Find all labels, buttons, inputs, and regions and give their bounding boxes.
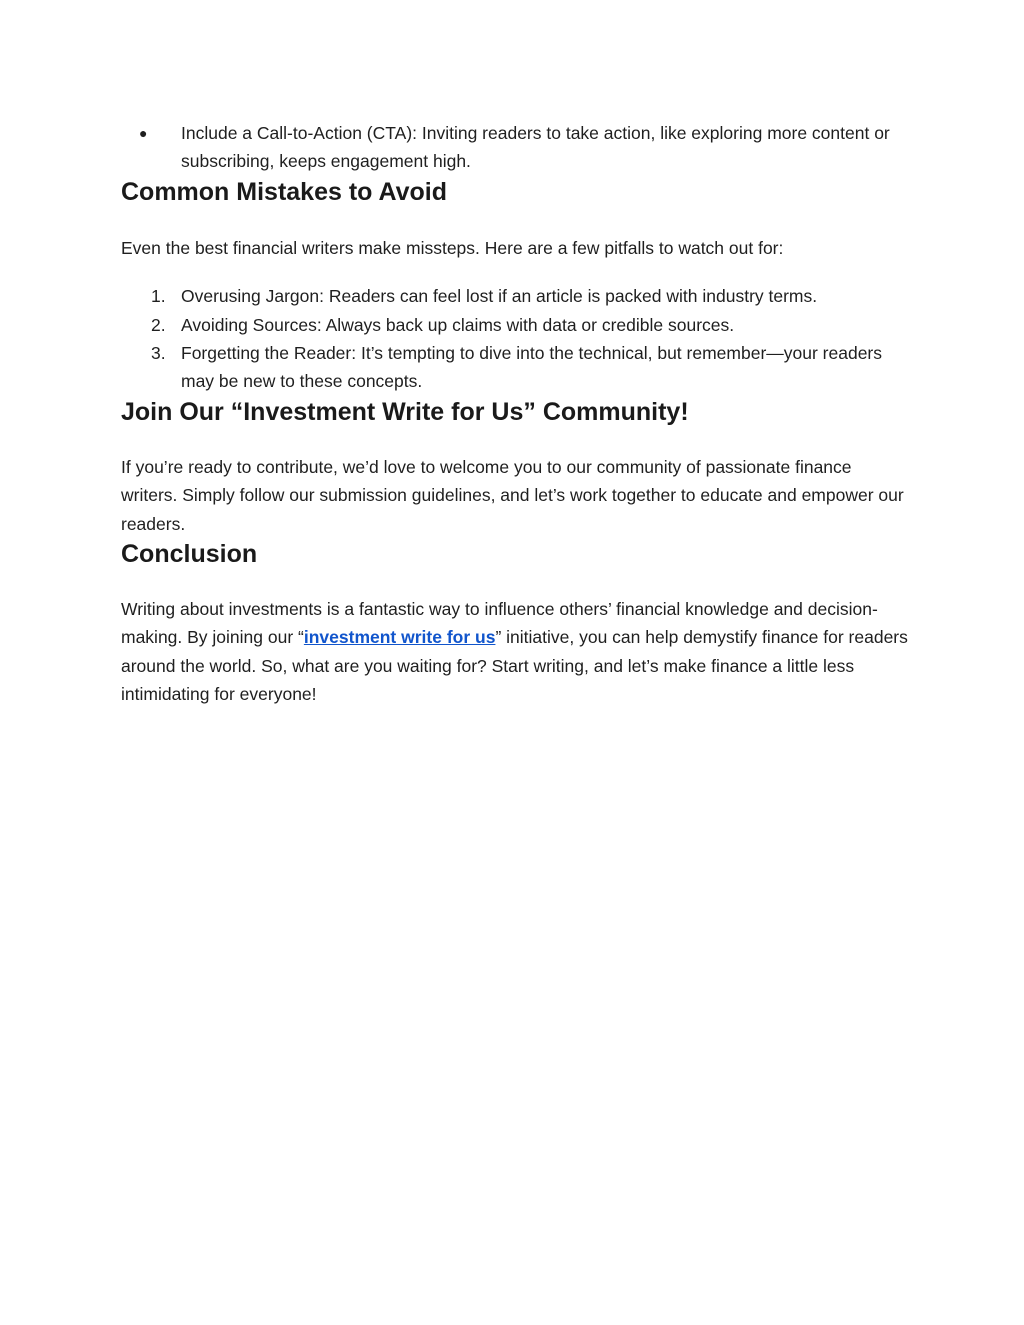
list-item (121, 311, 909, 339)
bullet-marker: ● (139, 125, 148, 141)
list-item-text: Overusing Jargon: Readers can feel lost if an article is packed with industry terms. (181, 286, 818, 307)
list-number: 3. (151, 343, 166, 364)
list-number: 2. (151, 314, 166, 335)
conclusion-text-after-link: ” initiative, you can help demystify finance for readers around the world. So, what are you waiting for? Start writing, and let’s make finance a little less intimidating for everyone! (121, 627, 908, 705)
list-item (121, 339, 909, 396)
mistakes-list (121, 282, 909, 396)
conclusion-body (121, 595, 909, 709)
list-number: 1. (151, 286, 166, 307)
bullet-text: Include a Call-to-Action (CTA): Inviting readers to take action, like exploring more content or subscribing, keeps engagement high. (181, 123, 890, 172)
bullet-list (121, 119, 909, 176)
common-mistakes-intro: Even the best financial writers make missteps. Here are a few pitfalls to watch out for: (121, 237, 784, 258)
list-item (121, 282, 909, 310)
join-community-body: If you’re ready to contribute, we’d love to welcome you to our community of passionate finance writers. Simply follow our submission guidelines, and let’s work together to educate and empower our readers. (121, 456, 904, 534)
conclusion-text-before-link: Writing about investments is a fantastic way to influence others’ financial knowledge and decision-making. By joining our “ (121, 599, 878, 648)
heading-join-community: Join Our “Investment Write for Us” Community! (121, 397, 689, 426)
heading-common-mistakes: Common Mistakes to Avoid (121, 177, 447, 206)
heading-conclusion: Conclusion (121, 540, 258, 569)
list-item (121, 119, 909, 176)
list-item-text: Forgetting the Reader: It’s tempting to dive into the technical, but remember—your readers may be new to these concepts. (181, 343, 883, 392)
list-item-text: Avoiding Sources: Always back up claims with data or credible sources. (181, 314, 735, 335)
investment-write-for-us-link[interactable]: investment write for us (303, 627, 496, 648)
